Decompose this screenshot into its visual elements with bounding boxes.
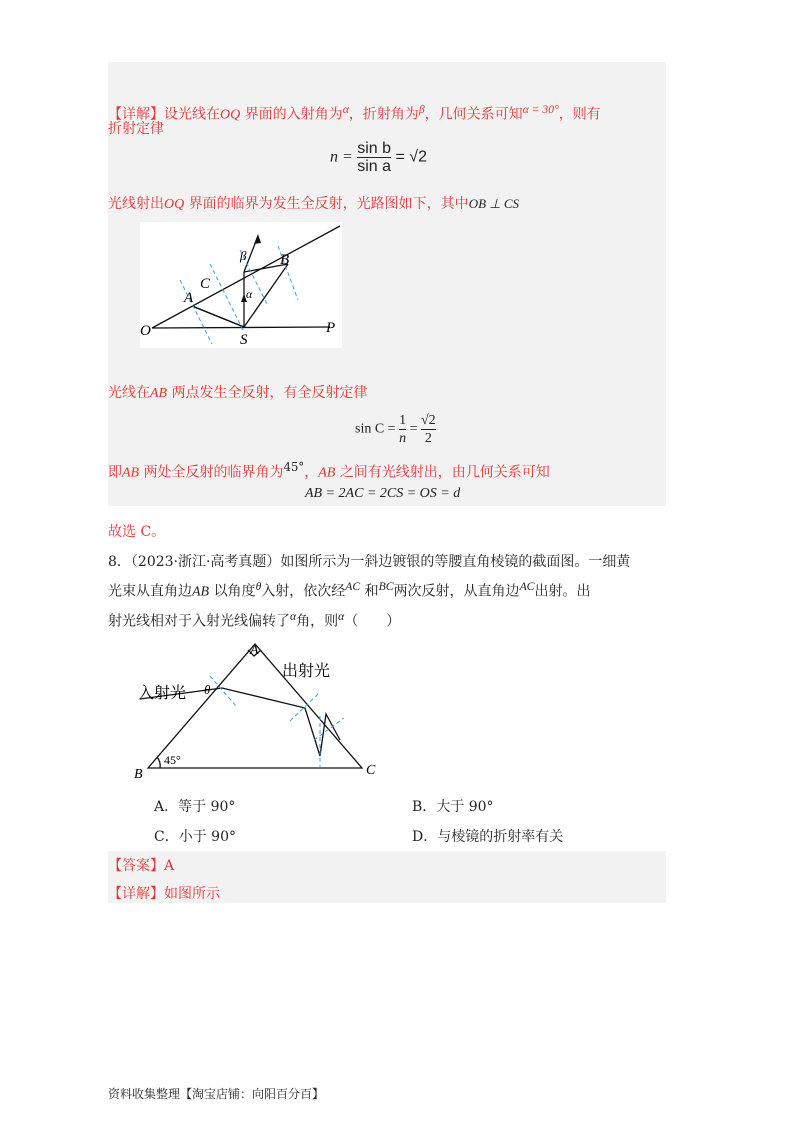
choose-answer: 故选 C。	[108, 524, 166, 540]
detail-line-1: 【详解】设光线在OQ 界面的入射角为$^\alpha$，折射角为$^\beta$，几何关系可知$^{\alpha = 30^\circ}$，则有	[108, 103, 601, 123]
label-alpha: α	[246, 287, 253, 301]
label-s: S	[240, 332, 248, 348]
detail-2: 【详解】如图所示	[108, 886, 220, 902]
prism-figure	[130, 636, 380, 780]
q8-line-2: 光束从直角边AB 以角度$^\theta$入射，依次经$^{AC}$ 和$^{BC}$两次反射，从直角边$^{AC}$出射。出	[108, 580, 591, 600]
label-o: O	[140, 323, 151, 339]
footer: 资料收集整理【淘宝店铺：向阳百分百】	[108, 1087, 325, 1101]
label-p: P	[326, 320, 336, 336]
option-b[interactable]: B．大于 90°	[412, 799, 494, 815]
light-path-figure	[140, 222, 342, 348]
detail-line-5: 即AB 两处全反射的临界角为$^{45^\circ}$，AB 之间有光线射出，由几何关系可知	[108, 460, 550, 481]
q8-line-3: 射光线相对于入射光线偏转了$^\alpha$角，则$^\alpha$（ ）	[108, 610, 401, 630]
label-c: C	[366, 763, 376, 778]
answer: 【答案】A	[108, 858, 175, 874]
option-c[interactable]: C．小于 90°	[154, 829, 236, 845]
formula-geometry: AB = 2AC = 2CS = OS = d	[305, 486, 461, 501]
detail-line-3: 光线射出OQ 界面的临界为发生全反射，光路图如下，其中OB ⊥ CS	[108, 196, 520, 212]
detail-line-4: 光线在AB 两点发生全反射，有全反射定律	[108, 385, 368, 401]
label-a: A	[184, 290, 194, 306]
q8-line-1: 8．（2023·浙江·高考真题）如图所示为一斜边镀银的等腰直角棱镜的截面图。一细黄	[108, 554, 631, 570]
label-b: B	[280, 252, 290, 268]
label-emergent: 出射光	[282, 663, 331, 680]
detail-line-2: 折射定律	[108, 121, 164, 137]
formula-refraction: n = $\frac{\text{sin b}}{\text{sin a}}$ = √2	[330, 140, 427, 175]
label-a: A	[250, 643, 259, 658]
label-theta: θ	[204, 682, 211, 697]
option-d[interactable]: D．与棱镜的折射率有关	[412, 829, 564, 845]
label-45: 45°	[164, 753, 181, 767]
formula-critical-angle: sin C = $\frac{1}{n}$ = $\frac{√2}{2}$	[355, 413, 436, 446]
label-beta: β	[240, 248, 247, 263]
label-c: C	[200, 276, 211, 292]
label-b: B	[134, 767, 143, 780]
label-incident: 入射光	[138, 685, 187, 702]
option-a[interactable]: A．等于 90°	[154, 799, 236, 815]
